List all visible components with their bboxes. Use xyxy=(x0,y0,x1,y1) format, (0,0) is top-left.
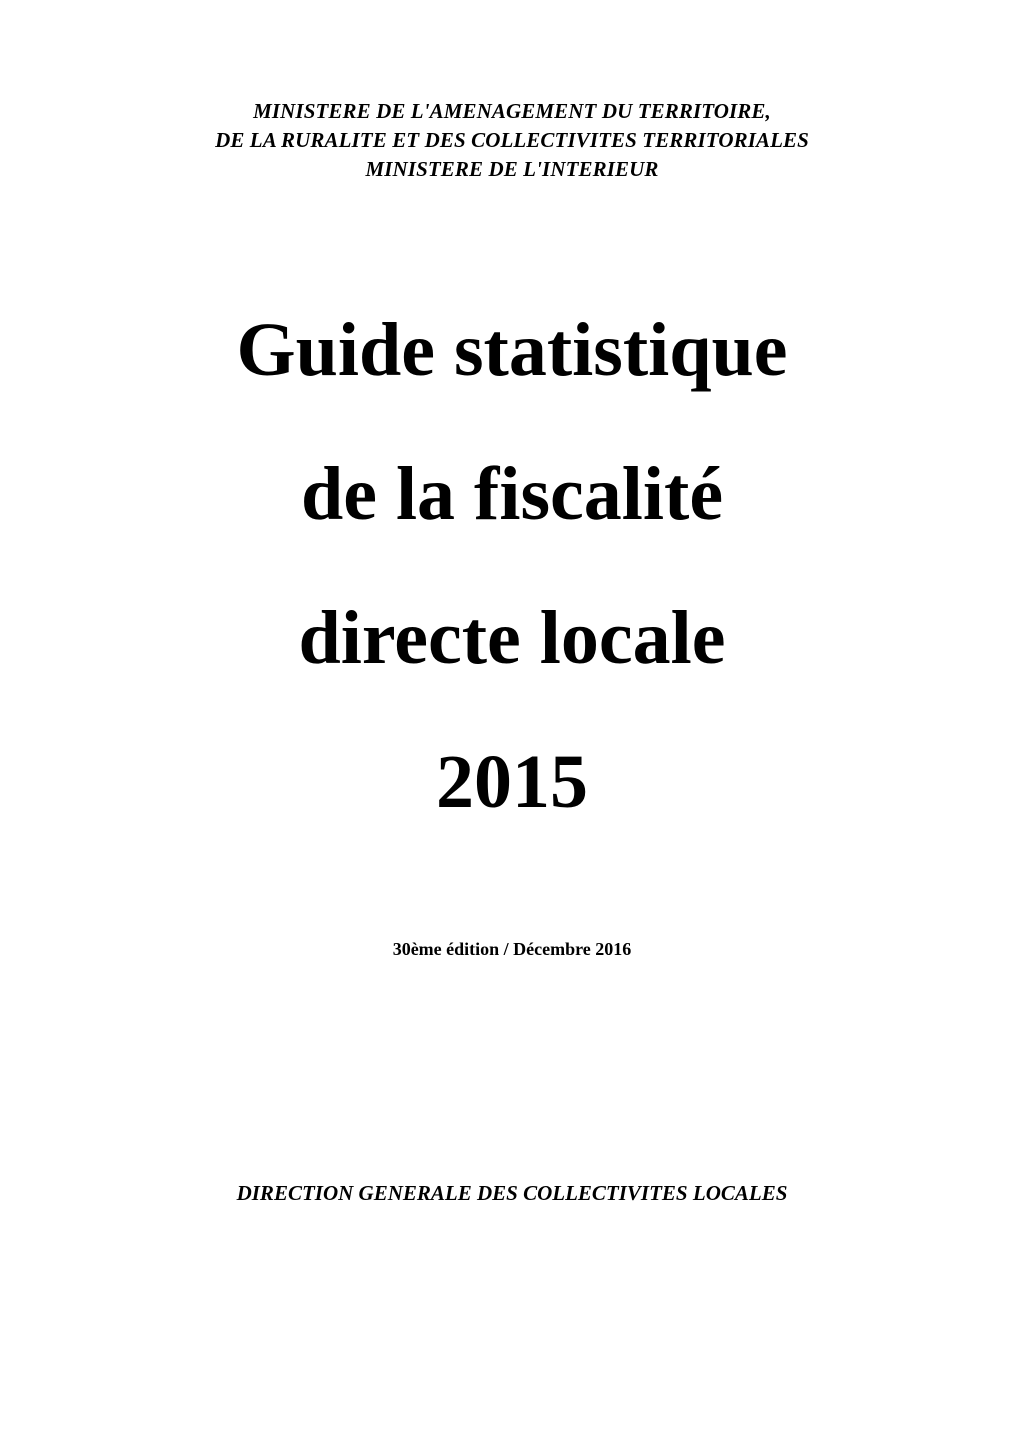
document-title xyxy=(0,278,1024,854)
document-title-year: 2015 xyxy=(436,740,588,824)
edition-line: 30ème édition / Décembre 2016 xyxy=(392,939,632,959)
ministry-header-line: MINISTERE DE L'INTERIEUR xyxy=(365,157,659,181)
document-title-line: Guide statistique xyxy=(236,308,788,392)
document-title-line: directe locale xyxy=(298,596,726,680)
ministry-header xyxy=(0,97,1024,184)
publisher-footer: DIRECTION GENERALE DES COLLECTIVITES LOCALES xyxy=(236,1181,788,1205)
ministry-header-line: MINISTERE DE L'AMENAGEMENT DU TERRITOIRE, xyxy=(253,99,771,123)
ministry-header-line: DE LA RURALITE ET DES COLLECTIVITES TERRITORIALES xyxy=(215,128,809,152)
document-title-line: de la fiscalité xyxy=(300,452,724,536)
